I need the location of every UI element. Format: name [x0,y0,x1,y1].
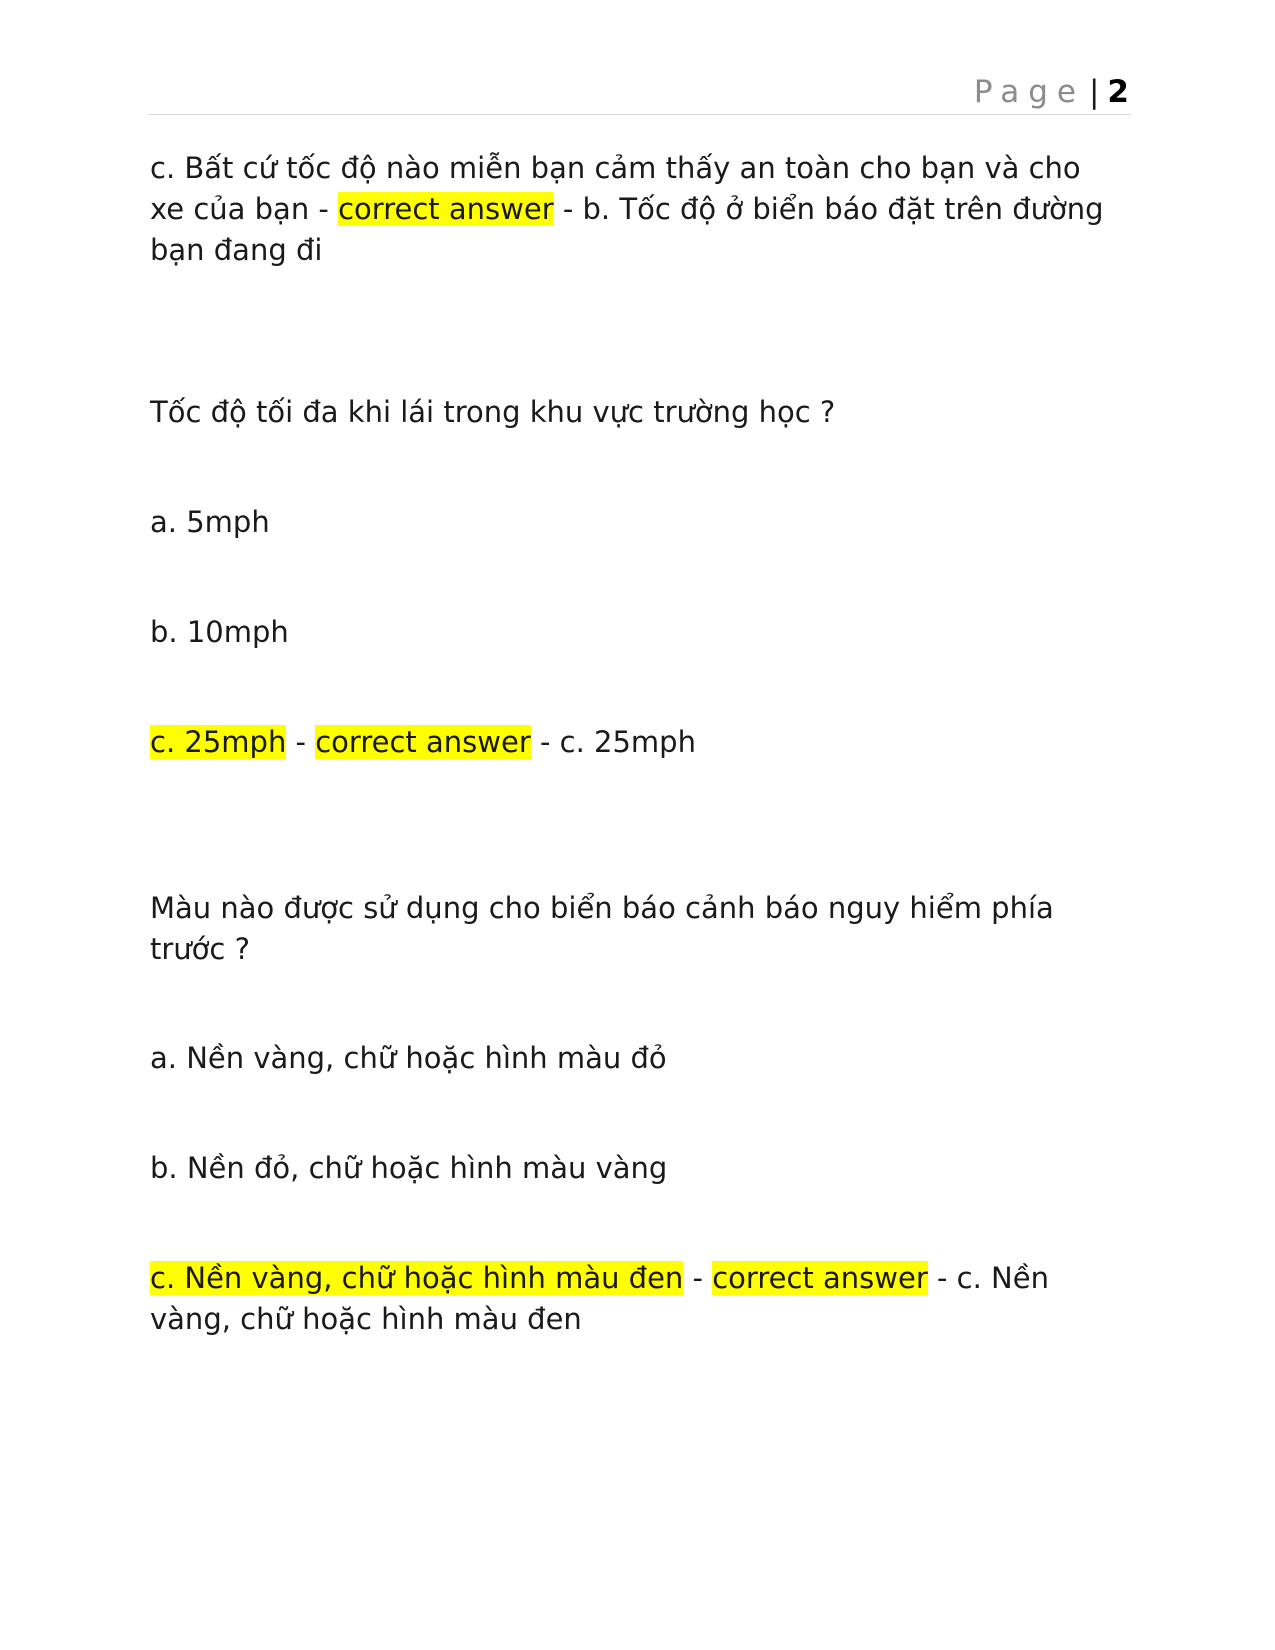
q3-correct-answer-highlight: correct answer [712,1261,928,1295]
q2-option-b: b. 10mph [150,615,289,649]
q2-dash: - [286,725,316,759]
q3-option-b: b. Nền đỏ, chữ hoặc hình màu vàng [150,1151,668,1185]
q2-answer-tail: - c. 25mph [530,725,696,759]
answer-text-after: - b. Tốc độ ở biển báo đặt trên đường bạn đang đi [150,192,1104,267]
q2-correct-answer-highlight: correct answer [315,725,531,759]
q3-answer-line [150,1258,1110,1340]
q3-answer-highlight: c. Nền vàng, chữ hoặc hình màu đen [150,1261,684,1295]
q2-answer-line [150,722,1110,763]
q3-dash: - [683,1261,713,1295]
question-3: Màu nào được sử dụng cho biển báo cảnh báo nguy hiểm phía trước ? [150,891,1054,966]
answer-paragraph-1 [150,148,1110,271]
answer-text-before: c. Bất cứ tốc độ nào miễn bạn cảm thấy an toàn cho bạn và cho xe của bạn - [150,151,1081,226]
q2-answer-highlight: c. 25mph [150,725,287,759]
correct-answer-highlight: correct answer [338,192,554,226]
q3-answer-tail: - c. Nền vàng, chữ hoặc hình màu đen [150,1261,1049,1336]
page-separator: | [1088,74,1100,110]
page-number-label [974,74,1129,110]
q2-option-a: a. 5mph [150,505,270,539]
q3-option-a: a. Nền vàng, chữ hoặc hình màu đỏ [150,1041,667,1075]
page-number: 2 [1107,74,1129,110]
page-header [148,70,1131,115]
page-word: Page [973,74,1085,110]
question-2: Tốc độ tối đa khi lái trong khu vực trường học ? [150,395,836,429]
